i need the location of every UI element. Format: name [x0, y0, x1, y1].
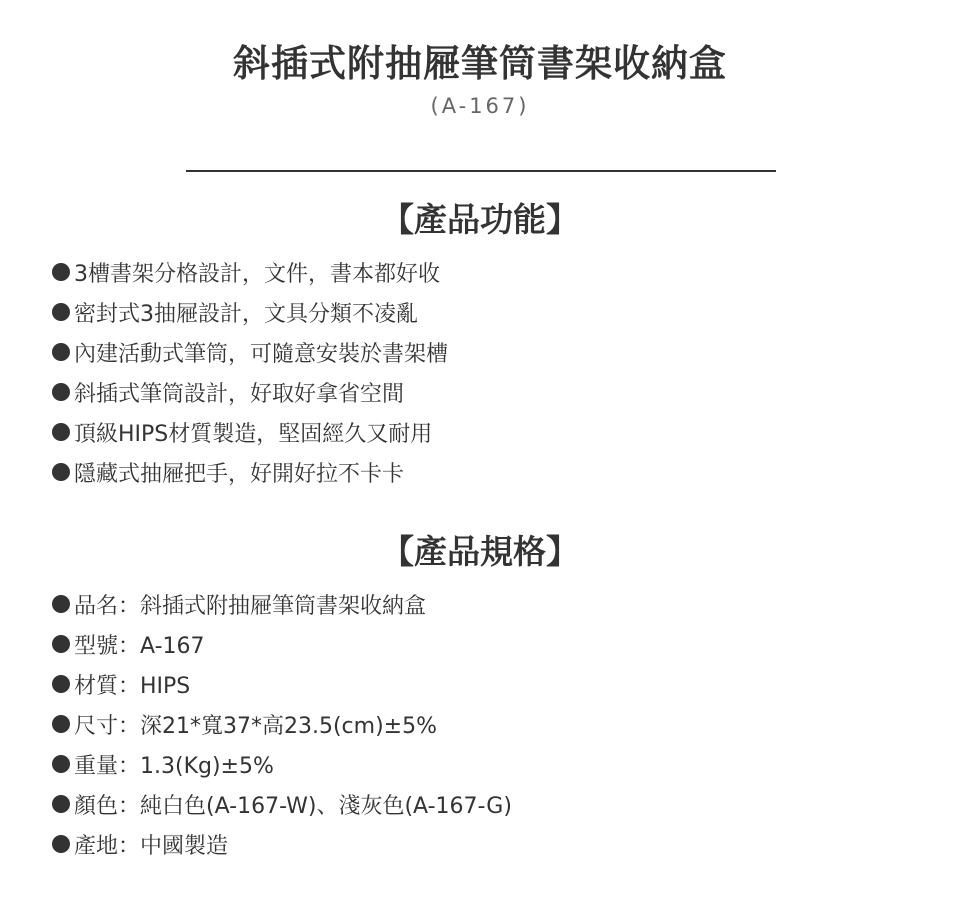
bullet-icon: [52, 675, 70, 693]
feature-text: 密封式3抽屜設計，文具分類不凌亂: [74, 301, 418, 327]
product-title: 斜插式附抽屜筆筒書架收納盒: [233, 42, 727, 85]
list-item: [52, 704, 512, 744]
bullet-icon: [52, 795, 70, 813]
bullet-icon: [52, 263, 70, 281]
list-item: [52, 784, 512, 824]
header-divider: [186, 170, 776, 172]
bullet-icon: [52, 595, 70, 613]
bullet-icon: [52, 715, 70, 733]
list-item: [52, 412, 448, 452]
spec-text: 重量：1.3(Kg)±5%: [74, 753, 274, 779]
bullet-icon: [52, 835, 70, 853]
list-item: [52, 372, 448, 412]
features-list: [52, 252, 448, 492]
specs-heading: 【產品規格】: [381, 532, 579, 571]
list-item: [52, 452, 448, 492]
feature-text: 斜插式筆筒設計，好取好拿省空間: [74, 381, 405, 407]
list-item: [52, 584, 512, 624]
spec-text: 型號：A-167: [74, 633, 205, 659]
feature-text: 內建活動式筆筒，可隨意安裝於書架槽: [74, 341, 449, 367]
bullet-icon: [52, 383, 70, 401]
bullet-icon: [52, 423, 70, 441]
list-item: [52, 744, 512, 784]
spec-text: 品名：斜插式附抽屜筆筒書架收納盒: [74, 593, 427, 619]
bullet-icon: [52, 635, 70, 653]
bullet-icon: [52, 343, 70, 361]
specs-list: [52, 584, 512, 864]
spec-text: 產地：中國製造: [74, 833, 229, 859]
list-item: [52, 824, 512, 864]
bullet-icon: [52, 303, 70, 321]
bullet-icon: [52, 463, 70, 481]
feature-text: 3槽書架分格設計，文件，書本都好收: [74, 261, 440, 287]
features-heading: 【產品功能】: [381, 200, 579, 239]
list-item: [52, 624, 512, 664]
spec-text: 材質：HIPS: [74, 673, 191, 699]
list-item: [52, 332, 448, 372]
spec-text: 顏色：純白色(A-167-W)、淺灰色(A-167-G): [74, 793, 512, 819]
spec-text: 尺寸：深21*寬37*高23.5(cm)±5%: [74, 713, 438, 739]
bullet-icon: [52, 755, 70, 773]
feature-text: 隱藏式抽屜把手，好開好拉不卡卡: [74, 461, 405, 487]
list-item: [52, 252, 448, 292]
feature-text: 頂級HIPS材質製造，堅固經久又耐用: [74, 421, 433, 447]
list-item: [52, 292, 448, 332]
list-item: [52, 664, 512, 704]
product-model-number: (A-167): [430, 94, 530, 118]
